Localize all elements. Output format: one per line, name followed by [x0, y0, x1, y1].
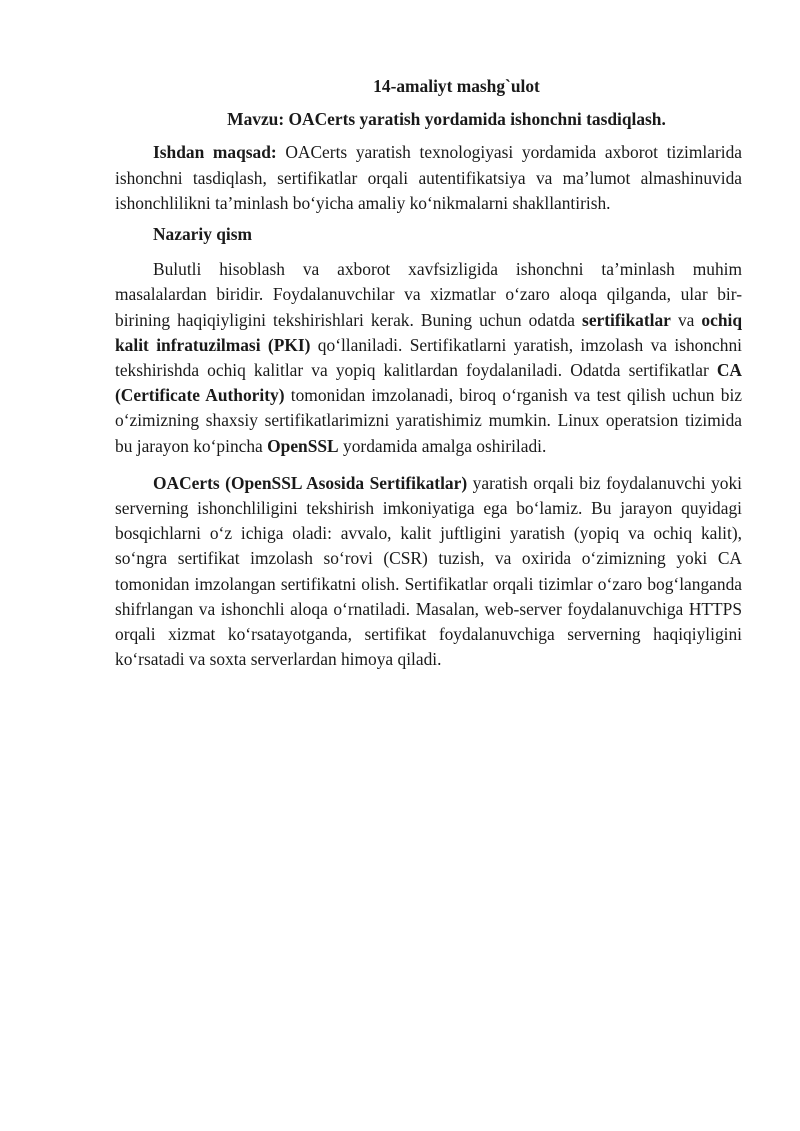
p1-bold-1: sertifikatlar	[582, 309, 671, 330]
p1-bold-3: CA (Certificate Authority)	[115, 360, 742, 406]
theory-paragraph-2	[115, 471, 742, 673]
p1-text-1: Bulutli hisoblash va axborot xavfsizligida ishonchni ta’minlash muhim masalalardan biridir. Foydalanuvchilar va xizmatlar o‘zaro aloqa qilganda, ular bir-birining haqiqiyligini tekshirishlari kerak. Buning uchun odatda	[115, 259, 742, 330]
p1-text-2: va	[670, 309, 702, 330]
theory-section-title: Nazariy qism	[153, 224, 253, 245]
document-title: 14-amaliyt mashg`ulot	[373, 76, 540, 96]
document-page	[115, 74, 742, 672]
p1-bold-4: OpenSSL	[267, 435, 339, 456]
p1-text-4: tomonidan imzolanadi, biroq o‘rganish va test qilish uchun biz o‘zimizning shaxsiy sertifikatlarimizni yaratishimiz mumkin. Linux operatsion tizimida bu jarayon ko‘pincha	[115, 385, 742, 456]
goal-text: OACerts yaratish texnologiyasi yordamida axborot tizimlarida ishonchni tasdiqlash, sertifikatlar orqali autentifikatsiya va ma’lumot almashinuvida ishonchlilikni ta’minlash bo‘yicha amaliy ko‘nikmalarni shakllantirish.	[115, 142, 742, 213]
p1-text-3: qo‘llaniladi. Sertifikatlarni yaratish, imzolash va ishonchni tekshirishda ochiq kalitlar va yopiq kalitlardan foydalaniladi. Odatda sertifikatlar	[115, 334, 742, 381]
goal-paragraph	[115, 140, 742, 216]
theory-paragraph-1	[115, 257, 742, 459]
p1-bold-2: ochiq kalit infratuzilmasi (PKI)	[115, 309, 742, 355]
p1-text-5: yordamida amalga oshiriladi.	[338, 435, 547, 456]
goal-label: Ishdan maqsad:	[153, 142, 277, 163]
p2-bold-1: OACerts (OpenSSL Asosida Sertifikatlar)	[153, 472, 468, 493]
p2-text-1: yaratish orqali biz foydalanuvchi yoki serverning ishonchliligini tekshirish imkoniyatiga ega bo‘lamiz. Bu jarayon quyidagi bosqichlarni o‘z ichiga oladi: avvalo, kalit juftligini yaratish (yopiq va ochiq kalit), so‘ngra sertifikat imzolash so‘rovi (CSR) tuzish, va oxirida o‘zimizning yoki CA tomonidan imzolangan sertifikatni olish. Sertifikatlar orqali tizimlar o‘zaro bog‘langanda shifrlangan va ishonchli aloqa o‘rnatiladi. Masalan, web-server foydalanuvchiga HTTPS orqali xizmat ko‘rsatayotganda, sertifikat foydalanuvchiga serverning haqiqiyligini ko‘rsatadi va soxta serverlardan himoya qiladi.	[115, 472, 742, 670]
document-topic: Mavzu: OACerts yaratish yordamida ishonchni tasdiqlash.	[227, 109, 666, 130]
